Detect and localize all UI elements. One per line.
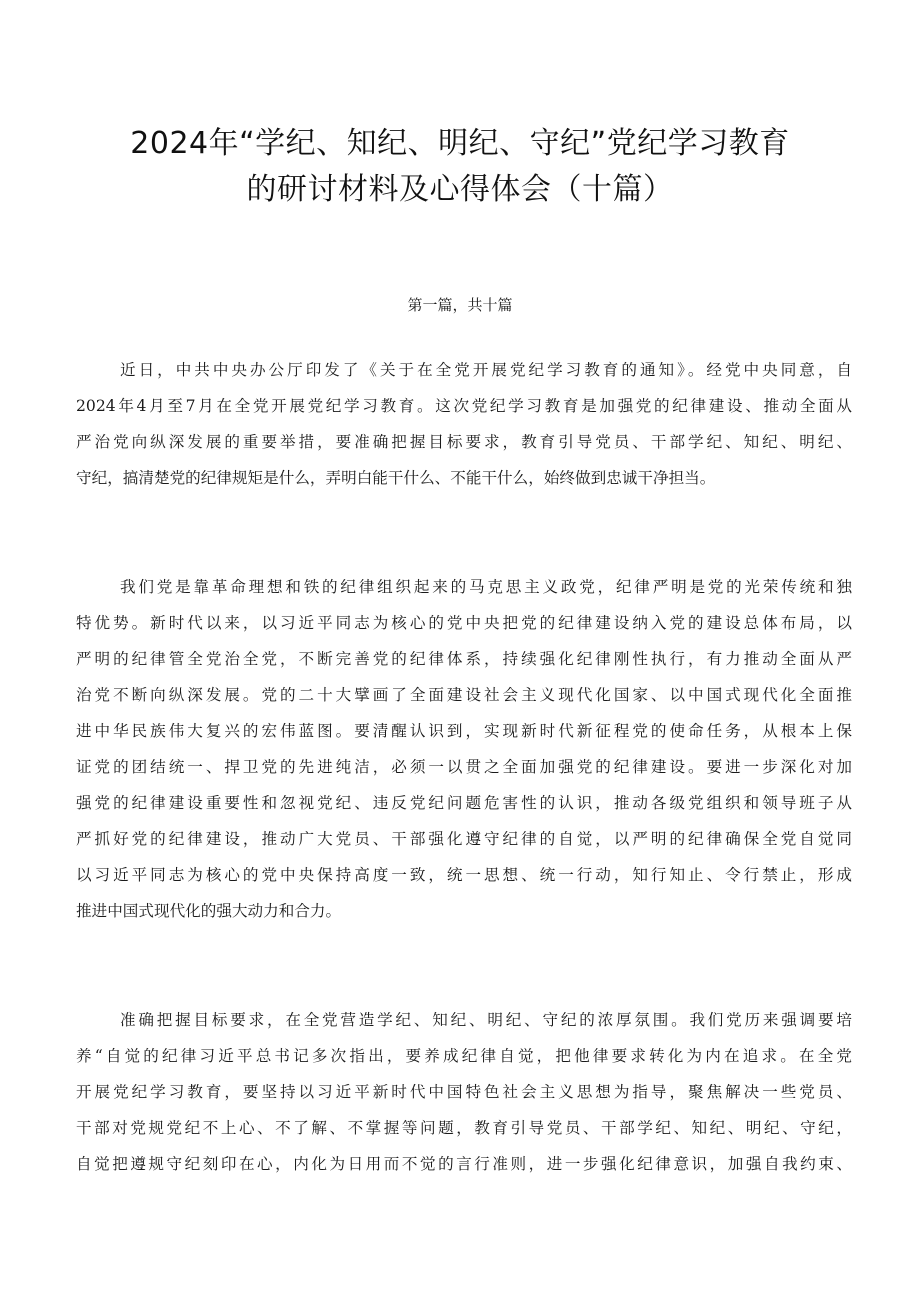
paragraph-line: 以习近平同志为核心的党中央保持高度一致，统一思想、统一行动，知行知止、令行禁止，形成 bbox=[76, 866, 852, 884]
paragraph-line: 干部对党规党纪不上心、不了解、不掌握等问题，教育引导党员、干部学纪、知纪、明纪、守纪， bbox=[76, 1119, 852, 1137]
paragraph-line: 守纪，搞清楚党的纪律规矩是什么，弄明白能干什么、不能干什么，始终做到忠诚干净担当。 bbox=[76, 469, 716, 487]
paragraph-line: 推进中国式现代化的强大动力和合力。 bbox=[76, 902, 342, 920]
paragraph-line: 证党的团结统一、捍卫党的先进纯洁，必须一以贯之全面加强党的纪律建设。要进一步深化对加 bbox=[76, 758, 852, 776]
section-subtitle: 第一篇，共十篇 bbox=[407, 296, 513, 314]
paragraph-2 bbox=[76, 569, 852, 929]
paragraph-line: 特优势。新时代以来，以习近平同志为核心的党中央把党的纪律建设纳入党的建设总体布局，以 bbox=[76, 614, 852, 632]
paragraph-line: 严明的纪律管全党治全党，不断完善党的纪律体系，持续强化纪律刚性执行，有力推动全面从严 bbox=[76, 650, 852, 668]
paragraph-line: 强党的纪律建设重要性和忽视党纪、违反党纪问题危害性的认识，推动各级党组织和领导班子从 bbox=[76, 794, 852, 812]
paragraph-line: 养“自觉的纪律习近平总书记多次指出，要养成纪律自觉，把他律要求转化为内在追求。在全党 bbox=[76, 1047, 852, 1065]
paragraph-line: 严抓好党的纪律建设，推动广大党员、干部强化遵守纪律的自觉，以严明的纪律确保全党自觉同 bbox=[76, 830, 852, 848]
paragraph-line: 准确把握目标要求，在全党营造学纪、知纪、明纪、守纪的浓厚氛围。我们党历来强调要培 bbox=[120, 1011, 852, 1029]
paragraph-1 bbox=[76, 352, 852, 496]
document-title-line-1: 2024年“学纪、知纪、明纪、守纪”党纪学习教育 bbox=[130, 126, 790, 161]
paragraph-line: 治党不断向纵深发展。党的二十大擘画了全面建设社会主义现代化国家、以中国式现代化全面推 bbox=[76, 686, 852, 704]
paragraph-line: 自觉把遵规守纪刻印在心，内化为日用而不觉的言行准则，进一步强化纪律意识，加强自我约束、 bbox=[76, 1155, 852, 1173]
paragraph-3 bbox=[76, 1002, 852, 1182]
paragraph-line: 2024年4月至7月在全党开展党纪学习教育。这次党纪学习教育是加强党的纪律建设、推动全面从 bbox=[76, 397, 852, 415]
paragraph-line: 我们党是靠革命理想和铁的纪律组织起来的马克思主义政党，纪律严明是党的光荣传统和独 bbox=[120, 578, 852, 596]
paragraph-line: 进中华民族伟大复兴的宏伟蓝图。要清醒认识到，实现新时代新征程党的使命任务，从根本上保 bbox=[76, 722, 852, 740]
paragraph-line: 严治党向纵深发展的重要举措，要准确把握目标要求，教育引导党员、干部学纪、知纪、明纪、 bbox=[76, 433, 852, 451]
paragraph-line: 近日，中共中央办公厅印发了《关于在全党开展党纪学习教育的通知》。经党中央同意，自 bbox=[120, 361, 852, 379]
document-title-line-2: 的研讨材料及心得体会（十篇） bbox=[246, 172, 674, 207]
paragraph-line: 开展党纪学习教育，要坚持以习近平新时代中国特色社会主义思想为指导，聚焦解决一些党员、 bbox=[76, 1083, 852, 1101]
